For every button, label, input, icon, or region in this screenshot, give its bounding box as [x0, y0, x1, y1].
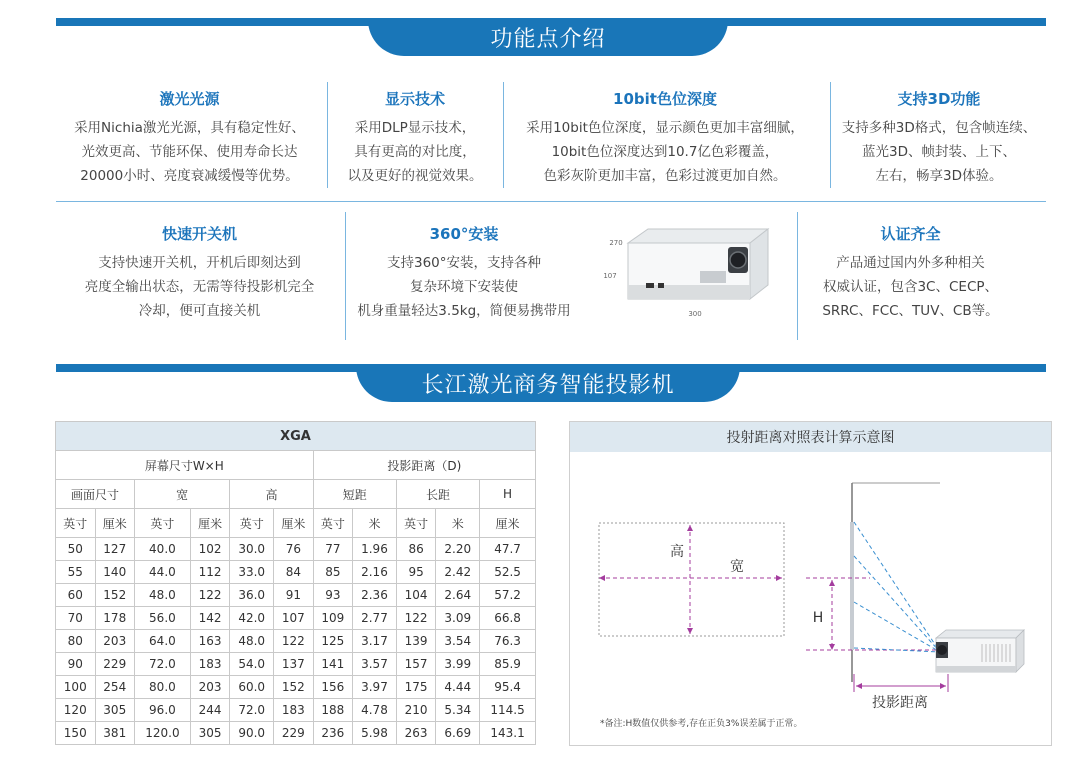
- feature-360-install: [350, 223, 578, 323]
- table-cell: 66.8: [480, 607, 536, 630]
- feature-line: 蓝光3D、帧封装、上下、: [862, 144, 1016, 160]
- feature-line: 光效更高、节能环保、使用寿命长达: [81, 144, 298, 160]
- projection-beams: [854, 522, 940, 652]
- table-cell: 44.0: [135, 561, 191, 584]
- feature-line: 10bit色位深度达到10.7亿色彩覆盖，: [551, 144, 779, 160]
- feature-10bit: [510, 88, 820, 188]
- table-cell: 80: [56, 630, 96, 653]
- feature-title: 快速开关机: [161, 225, 237, 243]
- table-cell: 86: [396, 538, 436, 561]
- feature-line: 色彩灰阶更加丰富，色彩过渡更加自然。: [543, 168, 787, 184]
- table-cell: 305: [95, 699, 135, 722]
- table-cell: 2.36: [353, 584, 397, 607]
- feature-title: 认证齐全: [880, 225, 941, 243]
- screen-outline: [599, 523, 784, 636]
- table-cell: 50: [56, 538, 96, 561]
- table-cell: 183: [190, 653, 230, 676]
- table-cell: 2.20: [436, 538, 480, 561]
- table-cell: 109: [313, 607, 353, 630]
- label-height: 高: [670, 544, 684, 560]
- table-cell: 55: [56, 561, 96, 584]
- table-cell: 52.5: [480, 561, 536, 584]
- feature-line: 以及更好的视觉效果。: [347, 168, 483, 184]
- unit-cell: 厘米: [190, 509, 230, 538]
- table-cell: 120: [56, 699, 96, 722]
- table-cell: 90: [56, 653, 96, 676]
- table-cell: 48.0: [135, 584, 191, 607]
- diagram-canvas: [570, 452, 1051, 745]
- unit-cell: 厘米: [274, 509, 314, 538]
- unit-cell: 英寸: [396, 509, 436, 538]
- unit-cell: 英寸: [230, 509, 274, 538]
- table-cell: 95: [396, 561, 436, 584]
- feature-line: 支持快速开关机，开机后即刻达到: [98, 255, 301, 271]
- table-cell: 4.44: [436, 676, 480, 699]
- feature-line: 复杂环境下安装使: [410, 279, 518, 295]
- table-cell: 91: [274, 584, 314, 607]
- table-unit-row: [56, 509, 536, 538]
- table-cell: 107: [274, 607, 314, 630]
- table-cell: 70: [56, 607, 96, 630]
- table-cell: 1.96: [353, 538, 397, 561]
- table-cell: 56.0: [135, 607, 191, 630]
- table-cell: 2.16: [353, 561, 397, 584]
- table-cell: 54.0: [230, 653, 274, 676]
- feature-title: 360°安装: [429, 225, 499, 243]
- table-cell: 3.09: [436, 607, 480, 630]
- table-cell: 381: [95, 722, 135, 745]
- table-cell: 96.0: [135, 699, 191, 722]
- table-cell: 244: [190, 699, 230, 722]
- table-row: [56, 584, 536, 607]
- projector-illustration: [598, 215, 788, 325]
- section-banner-features: [56, 18, 1046, 68]
- table-row: [56, 561, 536, 584]
- row-divider: [56, 201, 1046, 202]
- table-cell: 178: [95, 607, 135, 630]
- feature-laser-source: [62, 88, 317, 188]
- feature-line: 支持360°安装，支持各种: [386, 255, 542, 271]
- table-cell: 95.4: [480, 676, 536, 699]
- unit-cell: 英寸: [313, 509, 353, 538]
- feature-title: 支持3D功能: [897, 90, 981, 108]
- table-cell: 203: [190, 676, 230, 699]
- table-cell: 305: [190, 722, 230, 745]
- unit-cell: 米: [353, 509, 397, 538]
- feature-desc: [510, 116, 820, 188]
- table-cell: 229: [274, 722, 314, 745]
- table-cell: 30.0: [230, 538, 274, 561]
- section-title-features: 功能点介绍: [368, 18, 728, 56]
- feature-line: 机身重量轻达3.5kg，简便易携带用: [357, 303, 571, 319]
- feature-line: 冷却，便可直接关机: [138, 303, 261, 319]
- projector-small: [936, 630, 1024, 672]
- table-cell: 210: [396, 699, 436, 722]
- col-height: 高: [230, 480, 313, 509]
- table-cell: 139: [396, 630, 436, 653]
- col-h: H: [480, 480, 536, 509]
- table-cell: 263: [396, 722, 436, 745]
- unit-cell: 厘米: [95, 509, 135, 538]
- table-row: [56, 676, 536, 699]
- feature-line: 20000小时、亮度衰减缓慢等优势。: [80, 168, 299, 184]
- diagram-title: 投射距离对照表计算示意图: [570, 422, 1051, 452]
- table-cell: 84: [274, 561, 314, 584]
- section-banner-product: [56, 364, 1046, 414]
- divider: [345, 212, 346, 340]
- table-cell: 3.17: [353, 630, 397, 653]
- table-cell: 36.0: [230, 584, 274, 607]
- table-cell: 163: [190, 630, 230, 653]
- dim-width: 300: [688, 310, 702, 318]
- table-cell: 100: [56, 676, 96, 699]
- table-row: [56, 607, 536, 630]
- unit-cell: 英寸: [56, 509, 96, 538]
- table-cell: 156: [313, 676, 353, 699]
- table-cell: 102: [190, 538, 230, 561]
- table-cell: 72.0: [230, 699, 274, 722]
- table-cell: 5.34: [436, 699, 480, 722]
- col-long-throw: 长距: [396, 480, 479, 509]
- table-cell: 90.0: [230, 722, 274, 745]
- table-cell: 183: [274, 699, 314, 722]
- divider: [797, 212, 798, 340]
- table-cell: 188: [313, 699, 353, 722]
- feature-line: 支持多种3D格式，包含帧连续、: [841, 120, 1037, 136]
- table-cell: 114.5: [480, 699, 536, 722]
- table-cell: 85.9: [480, 653, 536, 676]
- col-screen-size: 画面尺寸: [56, 480, 135, 509]
- table-cell: 122: [190, 584, 230, 607]
- table-cell: 76: [274, 538, 314, 561]
- feature-title: 10bit色位深度: [613, 90, 717, 108]
- table-cell: 127: [95, 538, 135, 561]
- throw-distance-diagram: [569, 421, 1052, 746]
- table-cell: 140: [95, 561, 135, 584]
- table-cell: 40.0: [135, 538, 191, 561]
- table-cell: 3.99: [436, 653, 480, 676]
- table-cell: 229: [95, 653, 135, 676]
- table-cell: 42.0: [230, 607, 274, 630]
- feature-certification: [808, 223, 1013, 323]
- table-cell: 137: [274, 653, 314, 676]
- feature-line: 采用DLP显示技术，: [354, 120, 476, 136]
- table-cell: 104: [396, 584, 436, 607]
- table-cell: 175: [396, 676, 436, 699]
- label-width: 宽: [730, 559, 744, 575]
- feature-display-tech: [330, 88, 500, 188]
- table-cell: 80.0: [135, 676, 191, 699]
- table-cell: 112: [190, 561, 230, 584]
- feature-3d: [834, 88, 1044, 188]
- table-cell: 203: [95, 630, 135, 653]
- table-cell: 3.54: [436, 630, 480, 653]
- feature-line: 权威认证，包含3C、CECP、: [822, 279, 999, 295]
- feature-desc: [62, 116, 317, 188]
- table-cell: 236: [313, 722, 353, 745]
- table-cell: 254: [95, 676, 135, 699]
- unit-cell: 英寸: [135, 509, 191, 538]
- table-cell: 152: [274, 676, 314, 699]
- divider: [327, 82, 328, 188]
- table-group-row: [56, 451, 536, 480]
- feature-line: 具有更高的对比度，: [354, 144, 476, 160]
- unit-cell: 米: [436, 509, 480, 538]
- table-cell: 157: [396, 653, 436, 676]
- table-cell: 77: [313, 538, 353, 561]
- table-cell: 47.7: [480, 538, 536, 561]
- table-cell: 85: [313, 561, 353, 584]
- table-cell: 64.0: [135, 630, 191, 653]
- group-screen-size: 屏幕尺寸W×H: [56, 451, 314, 480]
- table-row: [56, 722, 536, 745]
- feature-desc: [330, 116, 500, 188]
- table-cell: 142: [190, 607, 230, 630]
- table-row: [56, 699, 536, 722]
- table-cell: 125: [313, 630, 353, 653]
- label-distance: 投影距离: [872, 695, 928, 711]
- table-cell: 76.3: [480, 630, 536, 653]
- table-cell: 2.64: [436, 584, 480, 607]
- feature-fast-boot: [62, 223, 337, 323]
- group-projection-distance: 投影距离（D): [313, 451, 535, 480]
- projection-distance-table: [55, 421, 536, 745]
- divider: [503, 82, 504, 188]
- table-cell: 4.78: [353, 699, 397, 722]
- feature-desc: [62, 251, 337, 323]
- feature-line: SRRC、FCC、TUV、CB等。: [822, 303, 999, 319]
- table-cell: 57.2: [480, 584, 536, 607]
- dim-depth: 270: [609, 239, 623, 247]
- table-cell: 48.0: [230, 630, 274, 653]
- table-cell: 122: [396, 607, 436, 630]
- divider: [830, 82, 831, 188]
- table-cell: 72.0: [135, 653, 191, 676]
- feature-line: 采用Nichia激光光源，具有稳定性好、: [74, 120, 305, 136]
- table-cell: 143.1: [480, 722, 536, 745]
- table-cell: 3.57: [353, 653, 397, 676]
- feature-desc: [808, 251, 1013, 323]
- label-h: H: [812, 610, 824, 626]
- table-row: [56, 538, 536, 561]
- table-cell: 60: [56, 584, 96, 607]
- table-title: XGA: [56, 422, 536, 451]
- table-cell: 122: [274, 630, 314, 653]
- table-cell: 120.0: [135, 722, 191, 745]
- feature-line: 左右，畅享3D体验。: [875, 168, 1003, 184]
- table-cell: 141: [313, 653, 353, 676]
- feature-title: 显示技术: [384, 90, 445, 108]
- table-cell: 3.97: [353, 676, 397, 699]
- table-cell: 152: [95, 584, 135, 607]
- col-width: 宽: [135, 480, 230, 509]
- feature-desc: [350, 251, 578, 323]
- feature-desc: [834, 116, 1044, 188]
- unit-cell: 厘米: [480, 509, 536, 538]
- col-short-throw: 短距: [313, 480, 396, 509]
- dim-height: 107: [603, 272, 617, 280]
- table-cell: 60.0: [230, 676, 274, 699]
- table-cell: 2.42: [436, 561, 480, 584]
- feature-line: 亮度全输出状态，无需等待投影机完全: [84, 279, 315, 295]
- table-cell: 5.98: [353, 722, 397, 745]
- feature-line: 产品通过国内外多种相关: [836, 255, 985, 271]
- section-title-product: 长江激光商务智能投影机: [356, 364, 740, 402]
- table-title-row: [56, 422, 536, 451]
- table-row: [56, 653, 536, 676]
- table-row: [56, 630, 536, 653]
- table-cell: 93: [313, 584, 353, 607]
- table-cell: 2.77: [353, 607, 397, 630]
- table-header-row: [56, 480, 536, 509]
- table-cell: 6.69: [436, 722, 480, 745]
- table-cell: 150: [56, 722, 96, 745]
- table-body: [56, 538, 536, 745]
- feature-title: 激光光源: [159, 90, 220, 108]
- feature-line: 采用10bit色位深度，显示颜色更加丰富细腻，: [526, 120, 804, 136]
- diagram-note: *备注:H数值仅供参考,存在正负3%误差属于正常。: [600, 719, 803, 729]
- projector-body: [628, 229, 768, 299]
- table-cell: 33.0: [230, 561, 274, 584]
- screen-edge: [850, 522, 854, 650]
